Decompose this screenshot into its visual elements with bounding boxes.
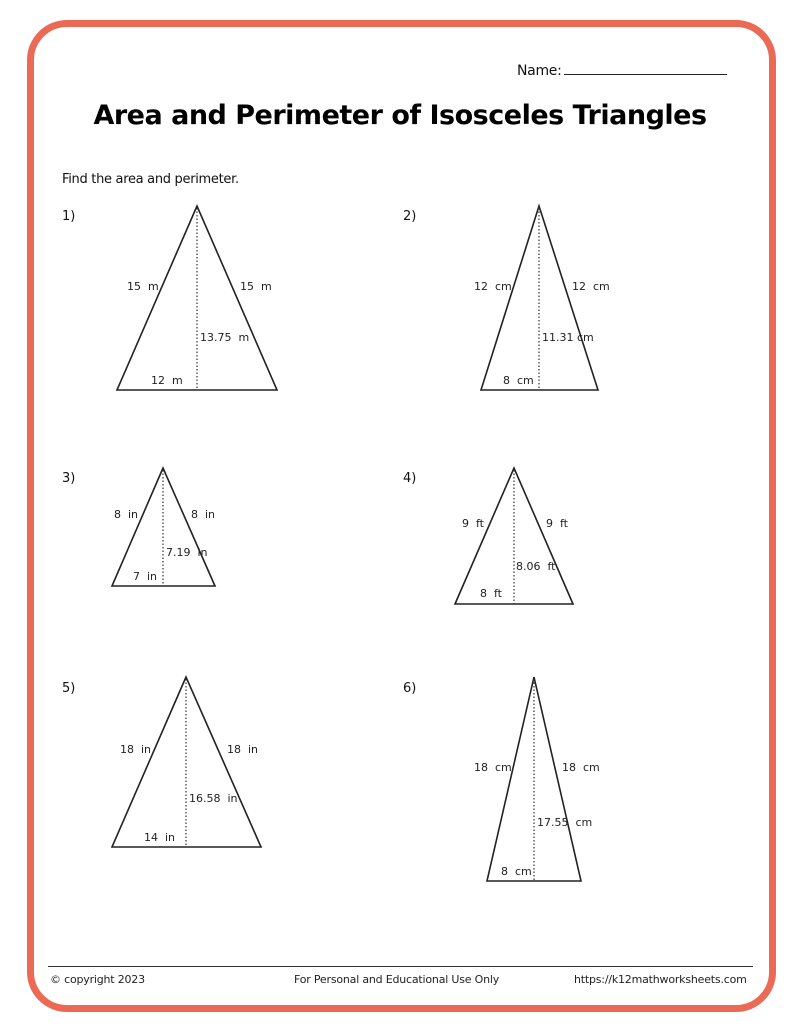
side-label-right-2: 12 cm (572, 280, 610, 293)
side-label-left-6: 18 cm (474, 761, 512, 774)
side-label-right-4: 9 ft (546, 517, 568, 530)
height-label-2: 11.31 cm (542, 331, 594, 344)
height-label-6: 17.55 cm (537, 816, 593, 829)
side-label-left-5: 18 in (120, 743, 152, 756)
side-label-left-2: 12 cm (474, 280, 512, 293)
side-label-right-3: 8 in (191, 508, 216, 521)
side-label-right-1: 15 m (240, 280, 272, 293)
problem-number-6: 6) (403, 681, 417, 696)
base-label-4: 8 ft (480, 587, 502, 600)
height-label-3: 7.19 in (166, 546, 208, 559)
base-label-3: 7 in (133, 570, 158, 583)
page-title: Area and Perimeter of Isosceles Triangles (93, 100, 707, 131)
triangle-5 (112, 677, 261, 847)
side-label-right-5: 18 in (227, 743, 259, 756)
problem-number-5: 5) (62, 681, 76, 696)
side-label-left-4: 9 ft (462, 517, 484, 530)
base-label-1: 12 m (151, 374, 183, 387)
side-label-left-1: 15 m (127, 280, 159, 293)
height-label-1: 13.75 m (200, 331, 250, 344)
base-label-6: 8 cm (501, 865, 532, 878)
height-label-4: 8.06 ft (516, 560, 556, 573)
height-label-5: 16.58 in (189, 792, 238, 805)
instructions: Find the area and perimeter. (62, 172, 239, 187)
name-label: Name: (517, 63, 562, 79)
problem-number-1: 1) (62, 209, 76, 224)
problem-number-4: 4) (403, 471, 417, 486)
problem-number-2: 2) (403, 209, 417, 224)
problem-number-3: 3) (62, 471, 76, 486)
base-label-2: 8 cm (503, 374, 534, 387)
side-label-right-6: 18 cm (562, 761, 600, 774)
footer-copyright: © copyright 2023 (50, 973, 145, 986)
footer-usage: For Personal and Educational Use Only (294, 973, 500, 986)
footer-divider (48, 966, 753, 967)
footer-website-link[interactable]: https://k12mathworksheets.com (574, 973, 747, 986)
side-label-left-3: 8 in (114, 508, 139, 521)
base-label-5: 14 in (144, 831, 176, 844)
